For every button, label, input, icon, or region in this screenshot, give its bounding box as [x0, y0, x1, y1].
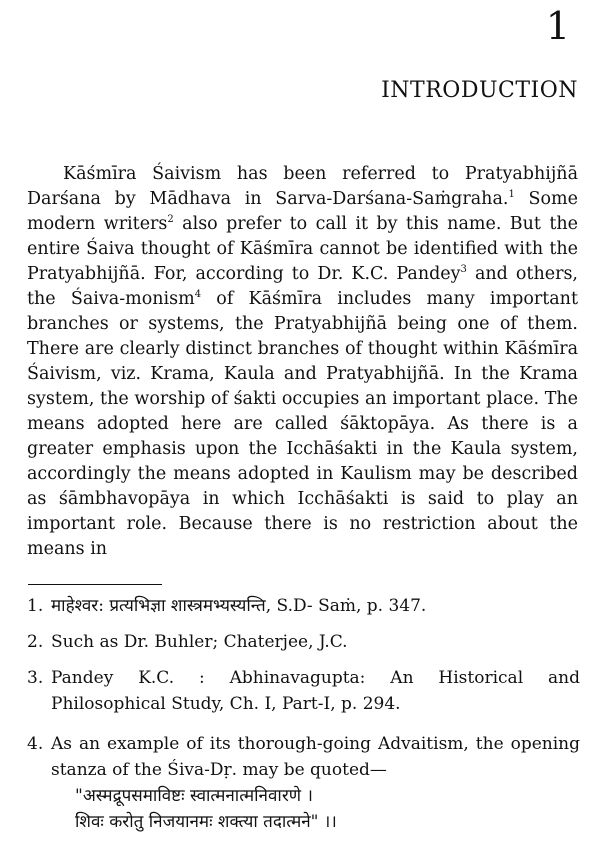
paragraph-text: Kāśmīra Śaivism has been referred to Pratyabhijñā Darśana by Mādhava in Sarva-Darśana-Saṁgraha.	[27, 164, 578, 209]
footnote-2	[27, 629, 580, 655]
footnote-number: 4.	[27, 734, 44, 754]
footnote-number: 3.	[27, 668, 44, 688]
verse-line: "अस्मद्रूपसमाविष्टः स्वात्मनात्मनिवारणे ।	[75, 786, 313, 806]
footnote-text: As an example of its thorough-going Advaitism, the opening stanza of the Śiva-Dṛ. may be quoted—	[51, 734, 580, 780]
footnote-ref-2: 2	[167, 214, 174, 225]
footnote-number: 2.	[27, 632, 44, 652]
paragraph-text: also prefer to call it by this name. But the entire Śaiva thought of Kāśmīra cannot be identified with the Pratyabhijñā. For, according to Dr. K.C. Pandey	[27, 214, 578, 284]
footnote-1	[27, 593, 580, 619]
verse-line: शिवः करोतु निजयानमः शक्त्या तदात्मने" ।।	[75, 812, 337, 832]
footnote-ref-4: 4	[194, 289, 202, 300]
footnote-3	[27, 665, 580, 717]
footnote-ref-3: 3	[460, 264, 467, 275]
paragraph-text: and others, the Śaiva-monism	[27, 264, 578, 309]
footnote-divider	[28, 584, 162, 585]
paragraph-text: of Kāśmīra includes many important branches or systems, the Pratyabhijñā being one of them. There are clearly distinct branches of thought within Kāśmīra Śaivism, viz. Krama, Kaula and Pratyabhijñā. In the Krama system, the worship of śakti occupies an important place. The means adopted here are called śāktopāya. As there is a greater emphasis upon the Icchāśakti in the Kaula system, accordingly the means adopted in Kaulism may be described as śāmbhavopāya in which Icchāśakti is said to play an important role. Because there is no restriction about the means in	[27, 289, 578, 559]
footnote-text: Such as Dr. Buhler; Chaterjee, J.C.	[51, 632, 348, 652]
paragraph-text: Some modern writers	[27, 189, 578, 234]
footnote-ref-1: 1	[508, 189, 515, 200]
footnote-4	[27, 731, 580, 835]
chapter-number: 1	[545, 4, 570, 48]
chapter-title: INTRODUCTION	[381, 78, 578, 103]
footnote-text: माहेश्वर: प्रत्यभिज्ञा शास्त्रमभ्यस्यन्ति, S.D- Saṁ, p. 347.	[51, 596, 427, 616]
footnote-text: Pandey K.C. : Abhinavagupta: An Historical and Philosophical Study, Ch. I, Part-I, p. 294.	[51, 668, 580, 714]
footnote-number: 1.	[27, 596, 44, 616]
body-paragraph	[27, 162, 578, 562]
